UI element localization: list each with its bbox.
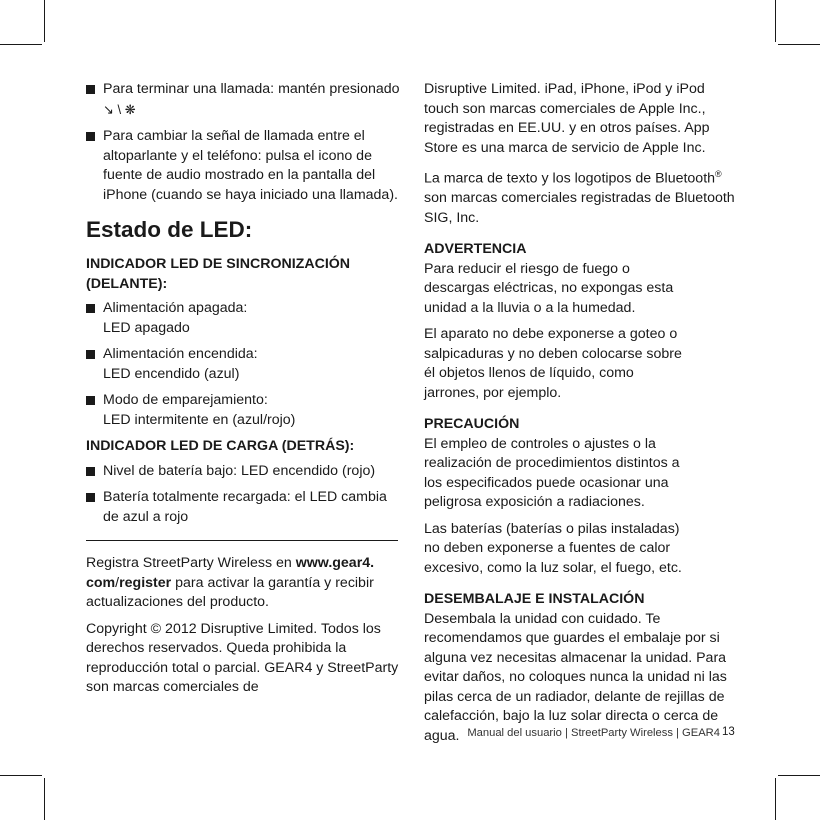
sync-item-value: LED apagado — [103, 319, 190, 336]
bluetooth-text: son marcas comerciales registradas de Bluetooth SIG, Inc. — [424, 190, 735, 226]
register-url[interactable]: com — [86, 574, 116, 591]
crop-mark — [778, 775, 820, 776]
caution-heading: PRECAUCIÓN — [424, 416, 520, 433]
register-text: Registra StreetParty Wireless en — [86, 555, 296, 571]
bluetooth-trademark-paragraph — [424, 165, 740, 228]
register-text: para activar la garantía y recibir actualizaciones del producto. — [86, 574, 374, 610]
page-number: 13 — [722, 726, 735, 738]
sync-led-list — [86, 299, 402, 430]
switch-audio-text: Para cambiar la señal de llamada entre el altoparlante y el teléfono: pulsa el icono de fuente de audio mostrado en la pantalla del iPhone (cuando se haya iniciado una llamada). — [103, 128, 398, 203]
caution-paragraph: Las baterías (baterías o pilas instaladas) no deben exponerse a fuentes de calor excesivo, como la luz solar, el fuego, etc. — [424, 520, 682, 576]
list-item — [86, 391, 402, 430]
crop-mark — [775, 778, 776, 820]
page-footer: Manual del usuario | StreetParty Wireless | GEAR4 — [467, 727, 720, 739]
sync-led-heading: INDICADOR LED DE SINCRONIZACIÓN (DELANTE): — [86, 256, 351, 292]
register-url[interactable]: www.gear4. — [295, 555, 375, 571]
crop-mark — [0, 44, 42, 45]
end-call-text: Para terminar una llamada: mantén presionado — [103, 81, 400, 97]
register-paragraph — [86, 554, 402, 613]
list-item: Batería totalmente recargada: el LED cambia de azul a rojo — [86, 488, 402, 527]
charge-led-list — [86, 462, 402, 528]
register-url[interactable]: register — [119, 574, 172, 591]
apple-trademark-paragraph: Disruptive Limited. iPad, iPhone, iPod y iPod touch son marcas comerciales de Apple Inc., registradas en EE.UU. y en otros países. App Store es una marca de servicio de Apple Inc. — [424, 81, 710, 156]
right-column — [424, 80, 740, 746]
caution-paragraph: El empleo de controles o ajustes o la realización de procedimientos distintos a los especificados puede ocasionar una peligrosa exposición a radiaciones. — [424, 435, 680, 511]
list-item — [86, 345, 402, 384]
sync-item-value: LED encendido (azul) — [103, 365, 240, 382]
warning-heading: ADVERTENCIA — [424, 241, 527, 258]
charge-led-heading: INDICADOR LED DE CARGA (DETRÁS): — [86, 438, 355, 454]
crop-mark — [778, 44, 820, 45]
unpack-heading: DESEMBALAJE E INSTALACIÓN — [424, 591, 645, 608]
bluetooth-text: La marca de texto y los logotipos de Bluetooth — [424, 170, 716, 187]
list-item: Nivel de batería bajo: LED encendido (rojo) — [86, 462, 402, 482]
sync-item-label: Alimentación apagada: — [103, 300, 248, 316]
list-item — [86, 299, 402, 338]
unpack-paragraph: Desembala la unidad con cuidado. Te recomendamos que guardes el embalaje por si alguna vez necesitas almacenar la unidad. Para evitar daños, no coloques nunca la unidad ni las pilas cerca de un radiador, delante de rejillas de calefacción, bajo la luz solar directa o cerca de agua. — [424, 610, 727, 744]
sync-item-label: Alimentación encendida: — [103, 346, 258, 362]
divider — [86, 540, 398, 541]
call-instructions-list — [86, 80, 402, 205]
crop-mark — [44, 778, 45, 820]
list-item — [86, 80, 402, 120]
left-column — [86, 80, 402, 698]
copyright-paragraph: Copyright © 2012 Disruptive Limited. Todos los derechos reservados. Queda prohibida la reproducción total o parcial. GEAR4 y StreetParty son marcas comerciales de — [86, 620, 399, 695]
sync-item-value: LED intermitente en (azul/rojo) — [103, 411, 296, 428]
warning-paragraph: El aparato no debe exponerse a goteo o salpicaduras y no deben colocarse sobre él objetos llenos de líquido, como jarrones, por ejemplo. — [424, 326, 682, 401]
led-status-title: Estado de LED: — [86, 217, 253, 242]
sync-item-label: Modo de emparejamiento: — [103, 392, 268, 408]
crop-mark — [775, 0, 776, 42]
warning-paragraph: Para reducir el riesgo de fuego o descargas eléctricas, no expongas esta unidad a la lluvia o a la humedad. — [424, 260, 674, 316]
crop-mark — [44, 0, 45, 42]
end-call-icon: ↘ \ ❋ — [103, 101, 136, 117]
register-url-slash: / — [115, 574, 120, 591]
list-item — [86, 127, 402, 205]
registered-mark: ® — [715, 169, 722, 179]
crop-mark — [0, 775, 42, 776]
